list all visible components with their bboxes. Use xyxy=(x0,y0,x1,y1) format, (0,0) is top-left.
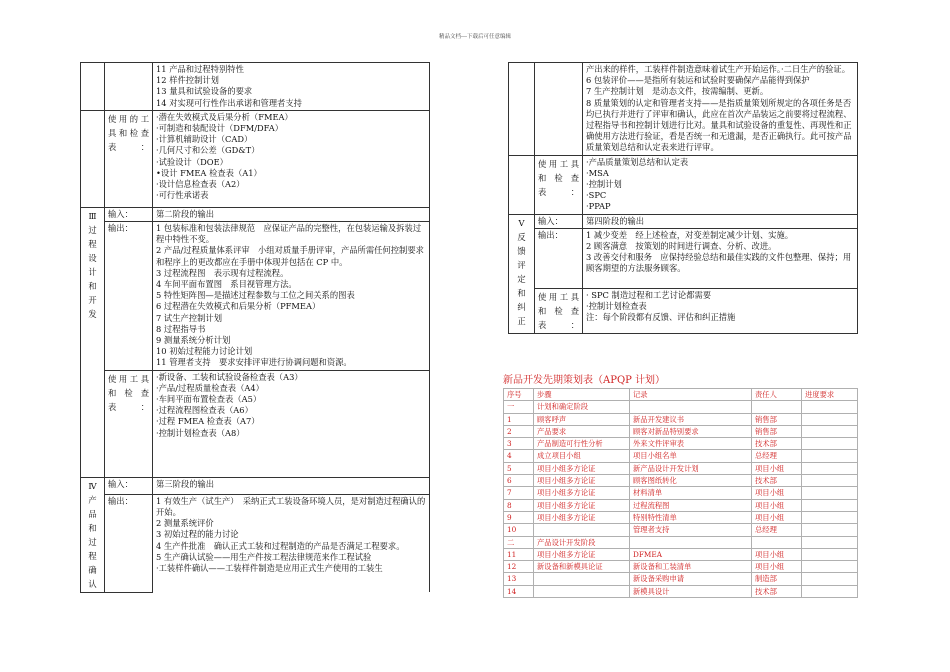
table-cell: 9 xyxy=(504,511,534,523)
tools-cell xyxy=(583,288,858,333)
table-cell xyxy=(802,450,858,462)
output-label: 输出： xyxy=(105,222,153,371)
input-label: 输入： xyxy=(105,207,153,221)
tools-cell xyxy=(153,370,430,477)
tools-label: 使用工具和检查表： xyxy=(535,155,583,214)
table-cell: 技术部 xyxy=(752,585,802,597)
table-cell: 顾客呼声 xyxy=(534,413,630,425)
table-cell: 顾客对新品特别要求 xyxy=(630,425,752,437)
table-cell: 6 xyxy=(504,475,534,487)
table-cell: 总经理 xyxy=(752,524,802,536)
table-cell: 管理者支持 xyxy=(630,524,752,536)
list-item: ·试验设计（DOE） xyxy=(156,156,228,167)
table-cell: 销售部 xyxy=(752,425,802,437)
table-cell: 特别特性清单 xyxy=(630,511,752,523)
table-cell: 1 xyxy=(504,413,534,425)
table-cell: 项目小组多方论证 xyxy=(534,487,630,499)
table-cell xyxy=(802,475,858,487)
table-cell: 产品制造可行性分析 xyxy=(534,438,630,450)
input-value: 第四阶段的输出 xyxy=(583,214,858,228)
tools1-row xyxy=(509,155,858,214)
phase5-tools-row xyxy=(509,288,858,333)
list-item: ·PPAP xyxy=(586,201,611,212)
table-cell: 项目小组多方论证 xyxy=(534,462,630,474)
table-cell xyxy=(802,511,858,523)
table-row xyxy=(504,487,858,499)
table-cell: 新设备和新模具论证 xyxy=(534,561,630,573)
apqp-title: 新品开发先期策划表（APQP 计划） xyxy=(503,375,666,386)
list-item: ·控制计划检查表（A8） xyxy=(156,427,245,438)
list-item: 7 生产控制计划 是动态文件，按需编制、更新。 xyxy=(586,86,769,97)
table-cell: 过程流程图 xyxy=(630,499,752,511)
table-cell: 12 xyxy=(504,561,534,573)
table-cell: 项目小组多方论证 xyxy=(534,499,630,511)
list-item: 12 样件控制计划 xyxy=(156,75,219,86)
cont-row xyxy=(509,63,858,156)
list-item: ·SPC xyxy=(586,190,607,201)
list-item: ·工装样件确认——工装样件制造是应用正式生产使用的工装生 xyxy=(156,563,383,574)
list-item: 11 产品和过程特别特性 xyxy=(156,64,244,74)
table-cell xyxy=(802,425,858,437)
list-item: ·MSA xyxy=(586,167,609,178)
apqp-table xyxy=(503,388,858,598)
list-item: 注：每个阶段都有反馈、评估和纠正措施 xyxy=(586,312,736,323)
list-item: 5 生产确认试验——用生产件按工程法律规范来作工程试验 xyxy=(156,551,372,562)
table-cell: 技术部 xyxy=(752,475,802,487)
list-item: ·过程 FMEA 检查表（A7） xyxy=(156,416,260,427)
table-cell: 产品要求 xyxy=(534,425,630,437)
table-cell: 顾客图纸转化 xyxy=(630,475,752,487)
list-item: 5 特性矩阵图—是描述过程参数与工位之间关系的图表 xyxy=(156,290,355,301)
table-cell: 项目小组 xyxy=(752,548,802,560)
table-cell xyxy=(802,401,858,413)
phase-label: Ⅳ产品和过程确认 xyxy=(81,477,105,592)
list-item: •设计 FMEA 检查表（A1） xyxy=(156,167,262,178)
table-cell xyxy=(802,438,858,450)
list-item: 11 管理者支持 要求安排评审进行协调问题和资源。 xyxy=(156,357,352,368)
list-item: ·设计信息检查表（A2） xyxy=(156,179,245,190)
table-cell: 新设备采购申请 xyxy=(630,573,752,585)
column-header: 进度要求 xyxy=(802,389,858,401)
phase3-tools-row xyxy=(81,370,430,477)
list-item: 10 初始过程能力讨论计划 xyxy=(156,346,253,357)
table-cell: 8 xyxy=(504,499,534,511)
tools-label: 使用工具和检查表： xyxy=(105,370,153,477)
phase4-input-row xyxy=(81,477,430,494)
list-item: 1 有效生产（试生产） 采纳正式工装设备环境人员，是对制造过程确认的开始。 xyxy=(156,495,426,518)
table-cell: 产品设计开发阶段 xyxy=(534,536,630,548)
table-row xyxy=(504,462,858,474)
list-item: 6 过程潜在失效模式和后果分析（PFMEA） xyxy=(156,301,321,312)
input-label: 输入： xyxy=(105,477,153,494)
list-item: ·控制计划检查表 xyxy=(586,301,647,312)
table-cell: 项目小组多方论证 xyxy=(534,548,630,560)
tools-cell xyxy=(153,110,430,207)
table-cell: 5 xyxy=(504,462,534,474)
right-table xyxy=(508,62,858,334)
table-cell: 14 xyxy=(504,585,534,597)
output-cell xyxy=(153,494,430,592)
phase5-output-row xyxy=(509,228,858,288)
table-cell xyxy=(802,585,858,597)
list-item: 1 减少变差 经上述检查，对变差制定减少计划、实施。 xyxy=(586,229,794,240)
table-cell xyxy=(752,536,802,548)
table-row xyxy=(504,548,858,560)
table-cell: 13 xyxy=(504,573,534,585)
table-cell: 新产品设计开发计划 xyxy=(630,462,752,474)
list-item: 3 初始过程的能力讨论 xyxy=(156,529,239,540)
table-cell: 制造部 xyxy=(752,573,802,585)
list-item: ·潜在失效模式及后果分析（FMEA） xyxy=(156,111,293,122)
table-row xyxy=(504,499,858,511)
table-cell xyxy=(630,536,752,548)
table-cell: 二 xyxy=(504,536,534,548)
table-cell xyxy=(802,487,858,499)
list-item: 3 改善交付和服务 应保持经验总结和最佳实践的文件包整理、保持；用顾客期望的方法服务顾客。 xyxy=(586,252,852,274)
table-row xyxy=(504,524,858,536)
list-item: 13 量具和试验设备的要求 xyxy=(156,86,253,97)
table-cell: 4 xyxy=(504,450,534,462)
table-row xyxy=(504,561,858,573)
left-table xyxy=(80,62,430,593)
list-item: 2 顾客满意 按策划的时间进行调查、分析、改进。 xyxy=(586,241,777,252)
table-cell: 2 xyxy=(504,425,534,437)
output-cell xyxy=(583,228,858,288)
table-cell xyxy=(752,401,802,413)
table-cell xyxy=(802,524,858,536)
list-item: ·过程流程图检查表（A6） xyxy=(156,405,253,416)
table-cell: 一 xyxy=(504,401,534,413)
list-item: ·产品/过程质量检查表（A4） xyxy=(156,382,264,393)
list-item: 8 过程指导书 xyxy=(156,323,206,334)
table-cell: 新模具设计 xyxy=(630,585,752,597)
tools-label: 使用的工具和检查表： xyxy=(105,110,153,207)
table-cell: 技术部 xyxy=(752,438,802,450)
list-item: 9 测量系统分析计划 xyxy=(156,335,231,346)
top-items-cell xyxy=(153,63,430,111)
input-label: 输入： xyxy=(535,214,583,228)
table-row xyxy=(504,585,858,597)
list-item: ·车间平面布置检查表（A5） xyxy=(156,394,262,405)
list-item: ·可行性承诺表 xyxy=(156,190,209,201)
table-cell: 外来文件评审表 xyxy=(630,438,752,450)
output-label: 输出： xyxy=(105,494,153,592)
table-cell xyxy=(802,462,858,474)
top-items-row xyxy=(81,63,430,111)
table-cell: DFMEA xyxy=(630,548,752,560)
list-item: 4 生产件批准 确认正式工装和过程制造的产品是否满足工程要求。 xyxy=(156,540,405,551)
tools-label: 使用工具和检查表： xyxy=(535,288,583,333)
apqp-body xyxy=(504,401,858,598)
table-cell: 项目小组 xyxy=(752,499,802,511)
list-item: 14 对实现可行性作出承诺和管理者支持 xyxy=(156,97,302,108)
column-header: 序号 xyxy=(504,389,534,401)
phase5-input-row xyxy=(509,214,858,228)
list-item: 3 过程流程图 表示现有过程流程。 xyxy=(156,267,289,278)
column-header: 责任人 xyxy=(752,389,802,401)
table-row xyxy=(504,413,858,425)
table-cell: 项目小组 xyxy=(752,561,802,573)
list-item: 2 测量系统评价 xyxy=(156,518,214,529)
list-item: ·可制造和装配设计（DFM/DFA） xyxy=(156,123,283,134)
column-header: 记录 xyxy=(630,389,752,401)
table-row xyxy=(504,511,858,523)
table-cell xyxy=(802,499,858,511)
list-item: ·计算机辅助设计（CAD） xyxy=(156,134,253,145)
table-cell: 项目小组名单 xyxy=(630,450,752,462)
table-cell xyxy=(802,536,858,548)
input-value: 第三阶段的输出 xyxy=(153,477,430,494)
table-row xyxy=(504,438,858,450)
page-header: 精品文档---下载后可任意编辑 xyxy=(439,34,511,40)
list-item: 1 包装标准和包装法律规范 应保证产品的完整性，在包装运输及拆装过程中特性不变。 xyxy=(156,223,422,245)
input-value: 第二阶段的输出 xyxy=(153,207,430,221)
phase-label: Ⅴ反馈评定和纠正 xyxy=(509,214,535,333)
table-cell: 新设备和工装清单 xyxy=(630,561,752,573)
list-item: ·几何尺寸和公差（GD&T） xyxy=(156,145,260,156)
table-cell: 10 xyxy=(504,524,534,536)
table-cell: 材料清单 xyxy=(630,487,752,499)
table-cell: 新品开发建议书 xyxy=(630,413,752,425)
table-row xyxy=(504,401,858,413)
list-item: ·新设备、工装和试验设备检查表（A3） xyxy=(156,371,303,382)
table-cell: 成立项目小组 xyxy=(534,450,630,462)
list-item: 4 车间平面布置图 系目视管理方法。 xyxy=(156,279,297,290)
list-item: 7 试生产控制计划 xyxy=(156,312,222,323)
phase3-input-row xyxy=(81,207,430,221)
table-cell: 项目小组 xyxy=(752,487,802,499)
table-cell: 项目小组 xyxy=(752,462,802,474)
list-item: 产出来的样件，工装样件制造意味着试生产开始运作。·二日生产的验证。 xyxy=(586,64,850,74)
table-row xyxy=(504,425,858,437)
table-row xyxy=(504,450,858,462)
phase3-output-row xyxy=(81,222,430,371)
table-row xyxy=(504,536,858,548)
table-cell: 项目小组多方论证 xyxy=(534,511,630,523)
tools-cell xyxy=(583,155,858,214)
phase4-output-row xyxy=(81,494,430,592)
output-cell xyxy=(153,222,430,371)
phase-label: Ⅲ过程设计和开发 xyxy=(81,207,105,477)
table-cell: 计划和确定阶段 xyxy=(534,401,630,413)
column-header: 步骤 xyxy=(534,389,630,401)
table-cell xyxy=(534,524,630,536)
table-cell xyxy=(630,401,752,413)
list-item: 6 包装评价——是指所有装运和试验时要确保产品能得到保护 xyxy=(586,75,810,86)
table-cell xyxy=(802,573,858,585)
output-label: 输出： xyxy=(535,228,583,288)
table-cell xyxy=(802,548,858,560)
table-cell xyxy=(534,585,630,597)
table-row xyxy=(504,573,858,585)
table-cell: 11 xyxy=(504,548,534,560)
table-row xyxy=(504,475,858,487)
list-item: ·产品质量策划总结和认定表 xyxy=(586,156,689,167)
table-cell xyxy=(802,413,858,425)
list-item: ·控制计划 xyxy=(586,179,622,190)
table-cell xyxy=(802,561,858,573)
tools1-row xyxy=(81,110,430,207)
list-item: · SPC 制造过程和工艺讨论都需要 xyxy=(586,289,712,300)
table-cell: 3 xyxy=(504,438,534,450)
table-cell: 项目小组 xyxy=(752,511,802,523)
table-cell: 总经理 xyxy=(752,450,802,462)
table-cell: 销售部 xyxy=(752,413,802,425)
list-item: 8 质量策划的认定和管理者支持——是指质量策划所规定的各项任务是否均已执行并进行了评审和确认，此应在首次产品装运之前要将过程流程、过程指导书和控制计划进行比对。量具和试验设备的重复性、再现性和正确使用方法进行验证，看是否统一和无遗漏，是否正确执行。此可按产品质量策划总结和认定表来进行评审。 xyxy=(586,97,852,153)
list-item: 2 产品/过程质量体系评审 小组对质量手册评审，产品所需任何控制要求和程序上的更改都应在手册中体现并包括在 CP 中。 xyxy=(156,245,424,267)
table-cell: 7 xyxy=(504,487,534,499)
table-cell xyxy=(534,573,630,585)
table-cell: 项目小组多方论证 xyxy=(534,475,630,487)
cont-cell xyxy=(583,63,858,156)
apqp-header-row xyxy=(504,389,858,401)
